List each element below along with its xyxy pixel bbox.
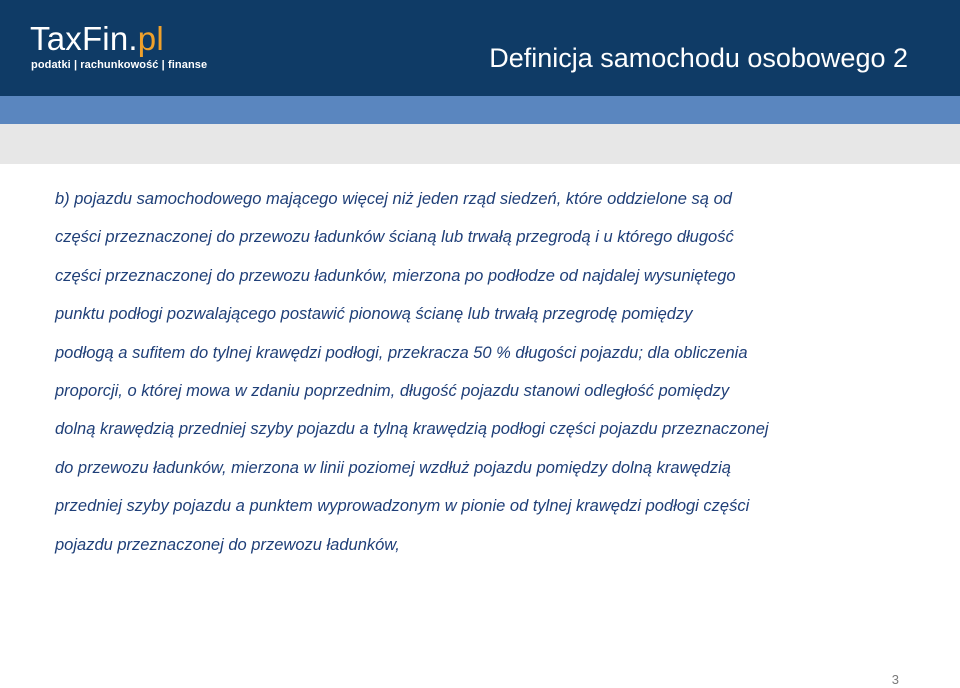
logo-wordmark	[30, 20, 164, 58]
body-line: proporcji, o której mowa w zdaniu poprzednim, długość pojazdu stanowi odległość pomiędzy	[55, 382, 730, 401]
body-line: punktu podłogi pozwalającego postawić pionową ścianę lub trwałą przegrodę pomiędzy	[55, 305, 693, 324]
logo-tagline: podatki | rachunkowość | finanse	[31, 59, 208, 71]
slide-title: Definicja samochodu osobowego 2	[489, 43, 908, 73]
header-bar	[0, 0, 960, 96]
body-line: podłogą a sufitem do tylnej krawędzi podłogi, przekracza 50 % długości pojazdu; dla obliczenia	[55, 343, 748, 362]
body-text	[55, 180, 915, 564]
header-band-mid	[0, 96, 960, 124]
logo-tld-text: pl	[137, 20, 164, 57]
header-band-light	[0, 124, 960, 164]
body-line: pojazdu przeznaczonej do przewozu ładunków,	[55, 535, 400, 554]
body-line: b) pojazdu samochodowego mającego więcej niż jeden rząd siedzeń, które oddzielone są od	[55, 190, 732, 208]
body-line: przedniej szyby pojazdu a punktem wyprowadzonym w pionie od tylnej krawędzi podłogi części	[55, 497, 750, 516]
page-number: 3	[891, 672, 899, 687]
body-line: części przeznaczonej do przewozu ładunków, mierzona po podłodze od najdalej wysuniętego	[55, 266, 736, 285]
taxfin-logo[interactable]	[30, 20, 208, 80]
logo-main-text: TaxFin.	[30, 20, 138, 57]
body-line: dolną krawędzią przedniej szyby pojazdu a tylną krawędzią podłogi części pojazdu przeznaczonej	[55, 420, 769, 439]
body-line: do przewozu ładunków, mierzona w linii poziomej wzdłuż pojazdu pomiędzy dolną krawędzią	[55, 458, 731, 477]
body-line: części przeznaczonej do przewozu ładunków ścianą lub trwałą przegrodą i u którego długość	[55, 228, 734, 247]
